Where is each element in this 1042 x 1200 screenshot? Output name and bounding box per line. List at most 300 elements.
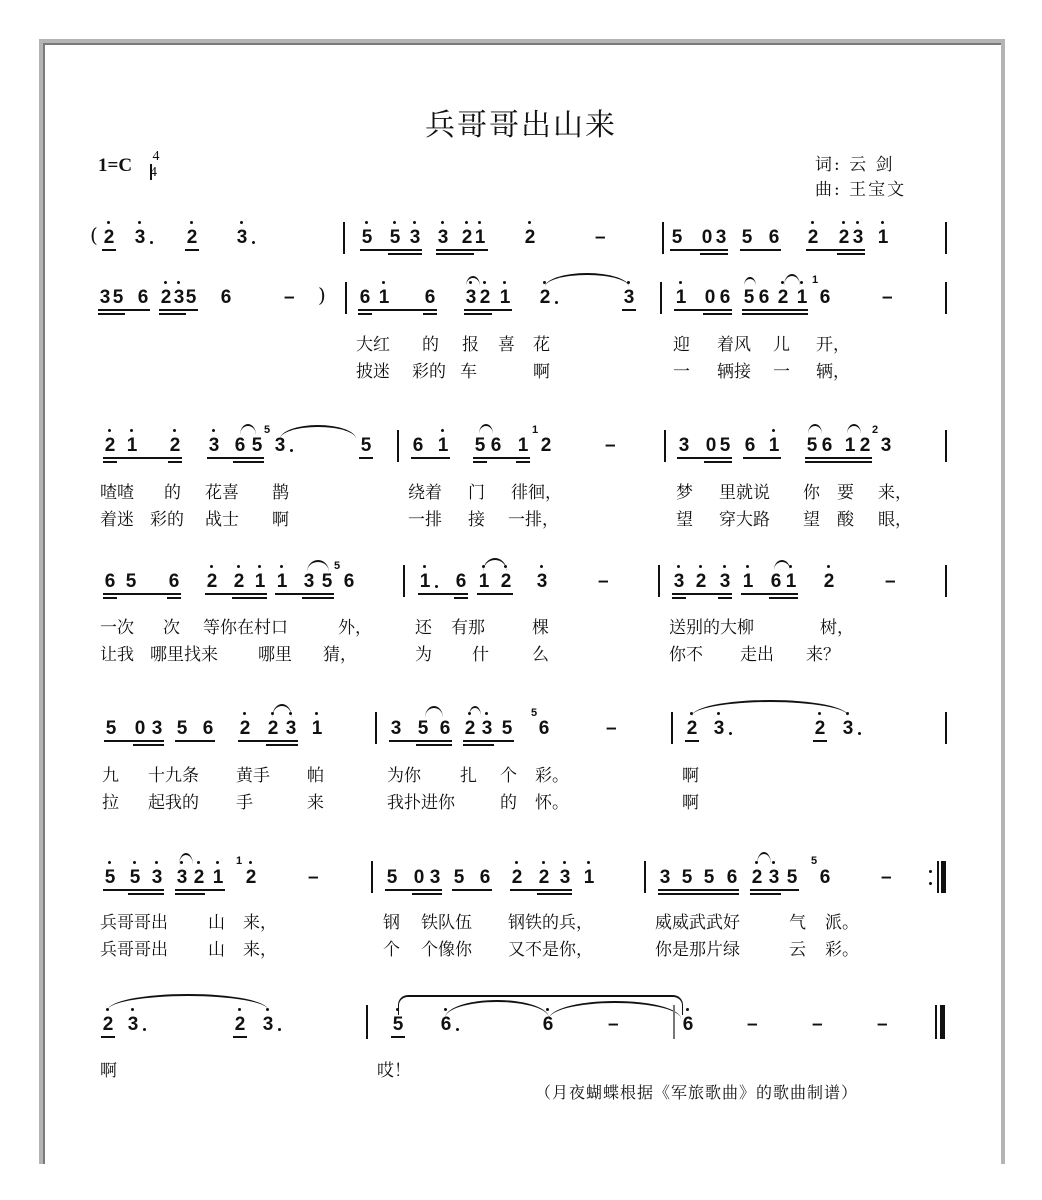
lyric: 车 [460, 362, 477, 382]
note: 3 [150, 868, 164, 888]
lyric: 着迷 [100, 510, 134, 530]
note: 1 [517, 435, 529, 456]
underline [750, 893, 781, 895]
note: 2 [510, 868, 524, 888]
note: 6 [234, 435, 246, 456]
grace-note: 1 [236, 855, 243, 867]
lyric: 辆， [816, 362, 850, 382]
note: 1 [275, 572, 289, 592]
note: 6 [359, 287, 371, 308]
lyric: 喳喳 [100, 483, 134, 503]
dash: – [605, 435, 616, 456]
note: 2 [244, 868, 258, 888]
underline [704, 461, 732, 463]
lyric: 儿 [773, 335, 790, 355]
note: 2 [806, 228, 820, 248]
underline [411, 457, 450, 459]
note: 6 [726, 867, 738, 888]
underline [175, 740, 215, 742]
lyric: 门 [468, 483, 485, 503]
lyric: 彩的 [150, 510, 184, 530]
aug-dot [290, 449, 293, 452]
note: 3 [767, 868, 781, 888]
barline [343, 222, 345, 254]
grace-note: 5 [531, 707, 538, 719]
underline [98, 313, 125, 315]
note: 2 [463, 719, 477, 739]
note: 2 [859, 435, 871, 456]
lyric: 望 [676, 510, 693, 530]
note: 3 [436, 228, 450, 248]
time-bottom: 4 [150, 165, 157, 180]
barline [658, 565, 660, 597]
note: 5 [103, 868, 117, 888]
grace-note: 5 [811, 855, 818, 867]
note: 1 [582, 868, 596, 888]
note: 6 [424, 287, 436, 308]
underline [418, 593, 468, 595]
lyric: 个 [383, 940, 400, 960]
lyric: 来， [243, 913, 277, 933]
note: 2 [102, 228, 116, 248]
barline [660, 282, 662, 314]
lyric: 怀。 [535, 793, 569, 813]
lyric: 的 [422, 335, 439, 355]
note: 6 [137, 287, 149, 308]
underline [98, 309, 150, 311]
underline [232, 597, 267, 599]
underline [175, 889, 225, 891]
note: 6 [168, 571, 180, 592]
note: 3 [303, 571, 315, 592]
lyric: 眼， [878, 510, 912, 530]
underline [463, 744, 494, 746]
underline [743, 457, 781, 459]
underline [516, 461, 530, 463]
lyric: 花 [533, 335, 550, 355]
underline [672, 593, 732, 595]
note: 2 [540, 435, 552, 456]
barline [371, 861, 373, 893]
underline [233, 461, 264, 463]
note: 3 [151, 718, 163, 739]
note: 5 [386, 867, 398, 888]
lyric: 铁队伍 [421, 913, 472, 933]
dash: – [885, 571, 896, 592]
note: 1 [784, 572, 798, 592]
barline [345, 282, 347, 314]
note: 1 [844, 435, 856, 456]
dash: – [882, 287, 893, 308]
underline [205, 593, 267, 595]
note: 3 [851, 228, 865, 248]
underline [454, 597, 468, 599]
repeat-dot [929, 882, 932, 885]
note: 2 [478, 288, 492, 308]
dash: – [595, 227, 606, 248]
underline [537, 893, 572, 895]
lyric: 绕着 [408, 483, 442, 503]
note: 2 [460, 228, 474, 248]
note: 3 [841, 719, 855, 739]
underline [473, 461, 487, 463]
underline [813, 740, 827, 742]
underline [412, 893, 442, 895]
underline [452, 889, 492, 891]
note: 6 [439, 1015, 453, 1035]
note: 5 [125, 571, 137, 592]
note: 3 [261, 1015, 275, 1035]
note: 6 [819, 867, 831, 888]
time-top: 4 [152, 149, 160, 164]
note: 3 [480, 719, 494, 739]
note: 5 [743, 287, 755, 308]
lyric: 啊 [272, 510, 289, 530]
underline [302, 597, 334, 599]
note: 2 [822, 572, 836, 592]
note: 5 [388, 228, 402, 248]
lyric: 拉 [102, 793, 119, 813]
lyric: 钢铁的兵， [508, 913, 593, 933]
lyric: 战士 [205, 510, 239, 530]
dash: – [881, 867, 892, 888]
underline [102, 249, 116, 251]
lyric: 树， [820, 618, 854, 638]
underline [658, 893, 739, 895]
barline [673, 1005, 675, 1039]
note: 2 [192, 868, 206, 888]
lyric: 又不是你， [508, 940, 593, 960]
barline [664, 430, 666, 462]
note: 6 [538, 718, 550, 739]
note: 6 [412, 435, 424, 456]
dash: – [606, 718, 617, 739]
lyric: 钢 [383, 913, 400, 933]
final-barline-thick [940, 1005, 945, 1039]
barline [945, 222, 947, 254]
lyric: 一次 [100, 618, 134, 638]
lyric: 扎 [460, 766, 477, 786]
note: 0 [701, 227, 713, 248]
underline [622, 309, 636, 311]
lyric: 穿大路 [719, 510, 770, 530]
lyric: 兵哥哥出 [100, 913, 168, 933]
underline [168, 461, 182, 463]
lyric: 彩。 [535, 766, 569, 786]
lyric: 里就说 [719, 483, 770, 503]
dash: – [608, 1014, 619, 1035]
composer-credit: 曲: 王宝文 [815, 180, 907, 200]
lyric: 威威武武好 [655, 913, 740, 933]
note: 1 [125, 436, 139, 456]
lyric: 猜， [323, 645, 357, 665]
note: 2 [232, 572, 246, 592]
note: 3 [235, 228, 249, 248]
barline [945, 565, 947, 597]
note: 2 [685, 719, 699, 739]
note: 1 [253, 572, 267, 592]
underline [416, 744, 452, 746]
lyric: 山 [208, 940, 225, 960]
lyric: 么 [532, 645, 549, 665]
lyric: 迎 [673, 335, 690, 355]
lyric: 一排， [508, 510, 559, 530]
lyric: 我扑进你 [387, 793, 455, 813]
note: 6 [490, 435, 502, 456]
aug-dot [278, 1028, 281, 1031]
dash: – [747, 1014, 758, 1035]
note: 2 [233, 1015, 247, 1035]
note: 3 [133, 228, 147, 248]
aug-dot [555, 301, 558, 304]
note: 6 [719, 287, 731, 308]
lyric: 为 [415, 645, 432, 665]
lyric: 送别的大柳 [669, 618, 754, 638]
lyric: 你是那片绿 [655, 940, 740, 960]
lyricist-credit: 词: 云 剑 [815, 155, 895, 175]
underline [103, 889, 164, 891]
underline [104, 740, 164, 742]
note: 6 [479, 867, 491, 888]
note: 2 [238, 719, 252, 739]
note: 2 [837, 228, 851, 248]
note: 3 [207, 436, 221, 456]
aug-dot [150, 241, 153, 244]
lyric: 辆接 [717, 362, 751, 382]
note: 5 [112, 287, 124, 308]
lyric: 披迷 [356, 362, 390, 382]
key-tonic: 1=C [98, 155, 133, 176]
underline [750, 889, 799, 891]
note: 3 [126, 1015, 140, 1035]
note: 6 [202, 718, 214, 739]
barline [671, 712, 673, 744]
note: 5 [360, 228, 374, 248]
note: 6 [744, 435, 756, 456]
note: 6 [819, 287, 831, 308]
note: 3 [718, 572, 732, 592]
note: 1 [767, 436, 781, 456]
note: 3 [672, 572, 686, 592]
note: 2 [185, 228, 199, 248]
underline [266, 744, 298, 746]
lyric: 你 [803, 483, 820, 503]
lyric: 彩。 [825, 940, 859, 960]
lyric: 梦 [676, 483, 693, 503]
note: 5 [391, 1015, 405, 1035]
underline [742, 309, 808, 311]
note: 5 [128, 868, 142, 888]
repeat-barline-thin [937, 861, 939, 893]
note: 1 [473, 228, 487, 248]
note: 6 [768, 227, 780, 248]
note: 3 [712, 719, 726, 739]
barline [945, 430, 947, 462]
lyric: 黄手 [236, 766, 270, 786]
open-paren: ( [90, 223, 98, 247]
lyric: 着风 [717, 335, 751, 355]
note: 5 [176, 718, 188, 739]
dash: – [877, 1014, 888, 1035]
note: 0 [134, 718, 146, 739]
underline [740, 249, 781, 251]
barline [662, 222, 664, 254]
note: 5 [719, 435, 731, 456]
lyric: 个像你 [421, 940, 472, 960]
note: 1 [310, 719, 324, 739]
underline [677, 457, 732, 459]
underline [685, 740, 699, 742]
barline [945, 712, 947, 744]
note: 0 [705, 435, 717, 456]
note: 5 [501, 718, 513, 739]
lyric: 让我 [100, 645, 134, 665]
underline [436, 249, 488, 251]
note: 6 [821, 435, 833, 456]
underline [700, 253, 728, 255]
underline [185, 249, 199, 251]
barline [945, 282, 947, 314]
lyric: 外， [338, 618, 372, 638]
lyric: 来， [878, 483, 912, 503]
lyric: 你不 [669, 645, 703, 665]
underline [464, 313, 492, 315]
note: 5 [185, 287, 197, 308]
key-signature [98, 149, 160, 180]
note: 6 [220, 287, 232, 308]
aug-dot [729, 732, 732, 735]
underline [103, 597, 117, 599]
note: 1 [674, 288, 688, 308]
note: 6 [455, 571, 467, 592]
underline [103, 461, 117, 463]
grace-note: 5 [334, 560, 341, 572]
dash: – [284, 287, 295, 308]
note: 5 [453, 867, 465, 888]
lyric: 啊 [682, 766, 699, 786]
lyric: 啊 [533, 362, 550, 382]
underline [358, 309, 437, 311]
note: 1 [498, 288, 512, 308]
close-paren: ) [318, 283, 326, 307]
underline [742, 313, 808, 315]
underline [389, 740, 452, 742]
lyric: 帕 [307, 766, 324, 786]
note: 2 [266, 719, 280, 739]
note: 2 [103, 436, 117, 456]
note: 0 [704, 287, 716, 308]
underline [238, 740, 298, 742]
lyric: 棵 [532, 618, 549, 638]
underline [805, 461, 872, 463]
lyric: 起我的 [148, 793, 199, 813]
underline [658, 889, 739, 891]
note: 5 [105, 718, 117, 739]
lyric: 来 [307, 793, 324, 813]
final-barline-thin [935, 1005, 937, 1039]
note: 3 [622, 288, 636, 308]
lyric: 彩的 [412, 362, 446, 382]
underline [207, 457, 264, 459]
lyric: 啊 [100, 1061, 117, 1081]
lyric: 开， [816, 335, 850, 355]
note: 6 [343, 571, 355, 592]
note: 3 [678, 435, 690, 456]
note: 5 [703, 867, 715, 888]
note: 5 [806, 435, 818, 456]
lyric: 喜 [498, 335, 515, 355]
lyric: 报 [462, 335, 479, 355]
dash: – [308, 867, 319, 888]
note: 3 [880, 435, 892, 456]
lyric: 十九条 [148, 766, 199, 786]
dash: – [812, 1014, 823, 1035]
note: 6 [681, 1015, 695, 1035]
note: 1 [477, 572, 491, 592]
lyric: 望 [803, 510, 820, 530]
lyric: 鹊 [272, 483, 289, 503]
lyric: 有那 [451, 618, 485, 638]
note: 3 [390, 718, 402, 739]
underline [275, 593, 334, 595]
lyric: 次 [163, 618, 180, 638]
note: 2 [813, 719, 827, 739]
lyric: 兵哥哥出 [100, 940, 168, 960]
note: 0 [413, 867, 425, 888]
underline [233, 1036, 247, 1038]
underline [133, 744, 164, 746]
note: 6 [439, 718, 451, 739]
underline [670, 249, 728, 251]
underline [101, 1036, 115, 1038]
underline [391, 1036, 405, 1038]
note: 6 [758, 287, 770, 308]
note: 1 [741, 572, 755, 592]
underline [359, 457, 373, 459]
note: 5 [474, 435, 486, 456]
underline [703, 313, 732, 315]
note: 6 [104, 571, 116, 592]
underline [159, 309, 198, 311]
note: 2 [750, 868, 764, 888]
lyric: 云 [789, 940, 806, 960]
note: 5 [251, 435, 263, 456]
underline [498, 309, 512, 311]
underline [718, 597, 732, 599]
lyric: 一排 [408, 510, 442, 530]
note: 2 [523, 228, 537, 248]
note: 1 [795, 288, 809, 308]
lyric: 等你在村口 [203, 618, 288, 638]
lyric: 气 [789, 913, 806, 933]
underline [805, 457, 872, 459]
aug-dot [252, 241, 255, 244]
underline [103, 593, 181, 595]
barline [375, 712, 377, 744]
note: 3 [99, 287, 111, 308]
underline [175, 893, 205, 895]
underline [741, 593, 798, 595]
note: 3 [284, 719, 298, 739]
aug-dot [435, 585, 438, 588]
note: 1 [211, 868, 225, 888]
note: 1 [876, 228, 890, 248]
lyric: 一 [773, 362, 790, 382]
lyric: 花喜 [205, 483, 239, 503]
grace-note: 1 [532, 424, 539, 436]
lyric: 的 [500, 793, 517, 813]
underline [477, 593, 513, 595]
